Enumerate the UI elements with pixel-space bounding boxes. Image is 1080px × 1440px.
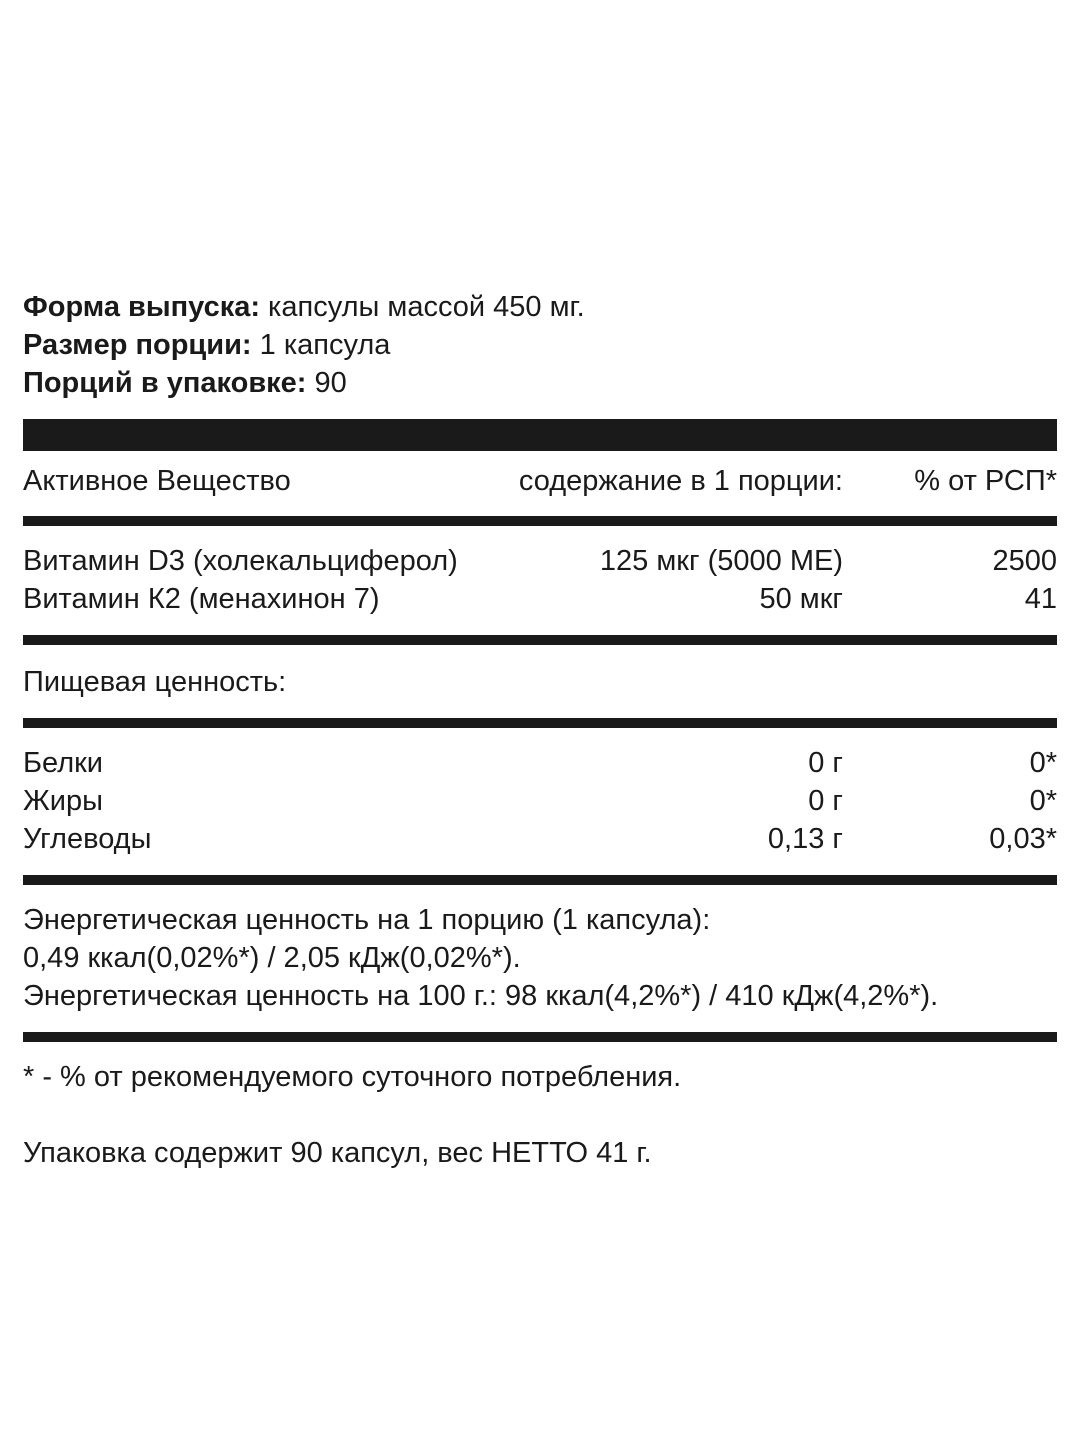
form-label: Форма выпуска: xyxy=(23,291,260,323)
divider xyxy=(23,635,1057,645)
divider xyxy=(23,516,1057,526)
nutrient-amount: 0 г xyxy=(808,747,843,779)
energy-line-1: Энергетическая ценность на 1 порцию (1 капсула): xyxy=(23,904,711,936)
nutrition-title: Пищевая ценность: xyxy=(23,666,287,698)
table-row xyxy=(23,782,1057,820)
substance-amount: 50 мкг xyxy=(759,583,843,615)
package-note: Упаковка содержит 90 капсул, вес НЕТТО 41 г. xyxy=(23,1137,652,1169)
energy-block xyxy=(23,901,1057,1015)
nutrient-name: Белки xyxy=(23,747,104,779)
header-amount: содержание в 1 порции: xyxy=(518,465,843,497)
nutrient-name: Углеводы xyxy=(23,823,152,855)
substance-percent: 2500 xyxy=(992,545,1057,577)
energy-line-2: 0,49 ккал(0,02%*) / 2,05 кДж(0,02%*). xyxy=(23,942,521,974)
serving-value: 1 капсула xyxy=(251,329,391,361)
table-header xyxy=(23,462,1057,500)
substance-percent: 41 xyxy=(1024,583,1057,615)
footnote: * - % от рекомендуемого суточного потребления. xyxy=(23,1061,682,1093)
substance-name: Витамин D3 (холекальциферол) xyxy=(23,545,458,577)
divider-thick xyxy=(23,419,1057,451)
header-substance: Активное Вещество xyxy=(23,465,291,497)
substance-amount: 125 мкг (5000 МЕ) xyxy=(599,545,843,577)
serving-label: Размер порции: xyxy=(23,329,252,361)
table-row xyxy=(23,542,1057,580)
table-row xyxy=(23,744,1057,782)
substance-name: Витамин К2 (менахинон 7) xyxy=(23,583,380,615)
divider xyxy=(23,875,1057,885)
table-row xyxy=(23,820,1057,858)
nutrient-amount: 0,13 г xyxy=(767,823,843,855)
form-value: капсулы массой 450 мг. xyxy=(260,291,585,323)
nutrient-name: Жиры xyxy=(23,785,103,817)
nutrition-facts-panel xyxy=(23,288,1057,1172)
portions-value: 90 xyxy=(306,367,347,399)
energy-line-3: Энергетическая ценность на 100 г.: 98 ккал(4,2%*) / 410 кДж(4,2%*). xyxy=(23,980,939,1012)
nutrition-values xyxy=(23,744,1057,858)
nutrient-percent: 0* xyxy=(1029,747,1057,779)
divider xyxy=(23,1032,1057,1042)
portions-line xyxy=(23,364,1057,402)
nutrient-amount: 0 г xyxy=(808,785,843,817)
divider xyxy=(23,718,1057,728)
active-substances xyxy=(23,542,1057,618)
serving-line xyxy=(23,326,1057,364)
header-percent: % от РСП* xyxy=(914,465,1057,497)
form-line xyxy=(23,288,1057,326)
portions-label: Порций в упаковке: xyxy=(23,367,307,399)
nutrient-percent: 0,03* xyxy=(989,823,1057,855)
table-row xyxy=(23,580,1057,618)
nutrient-percent: 0* xyxy=(1029,785,1057,817)
